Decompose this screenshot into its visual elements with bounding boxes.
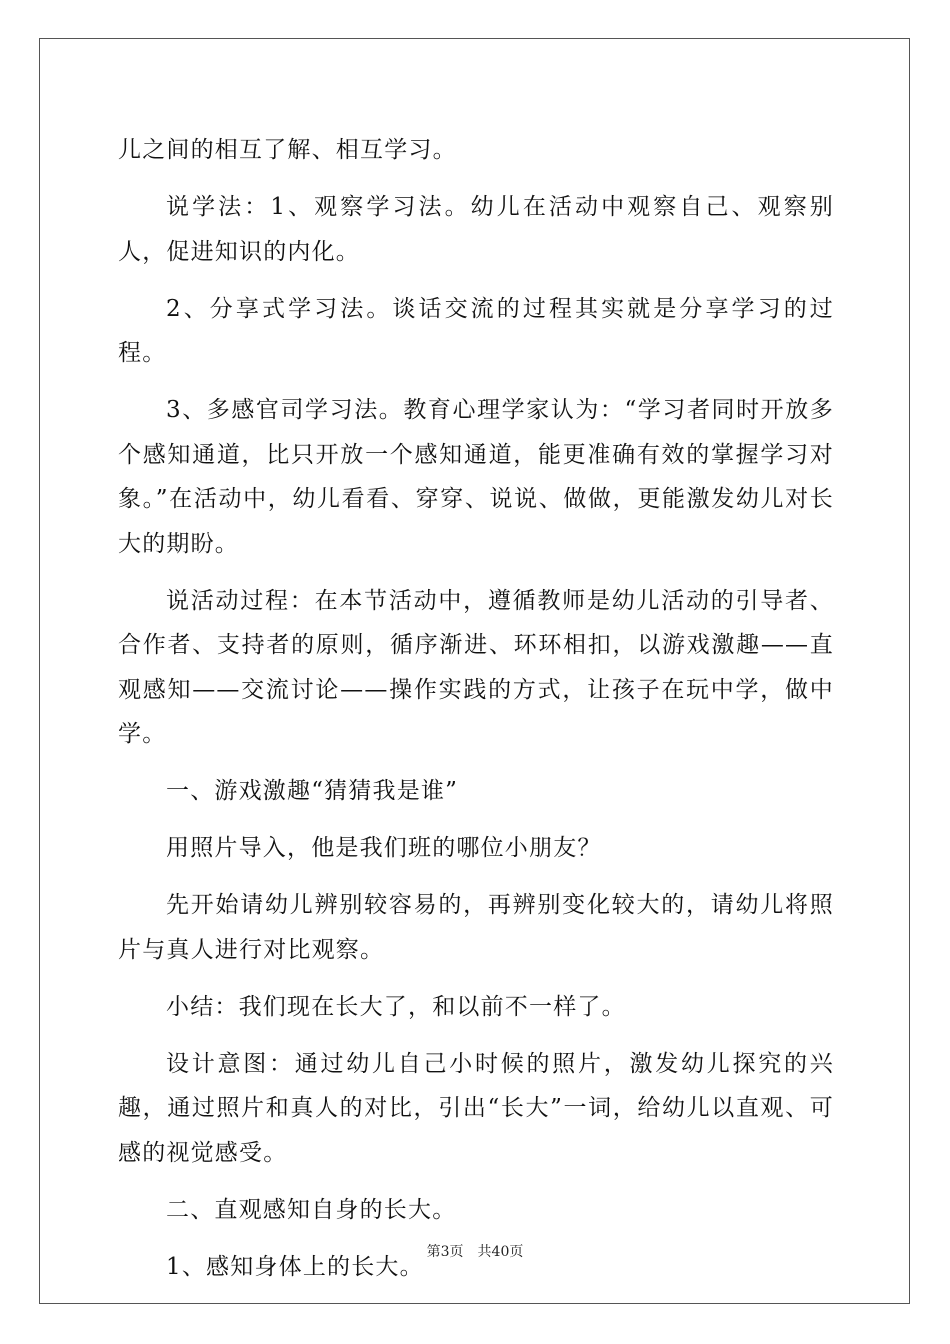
paragraph-12: 1、感知身体上的长大。: [166, 1253, 424, 1280]
paragraph-3: 2、分享式学习法。谈话交流的过程其实就是分享学习的过程。: [118, 295, 834, 366]
paragraph-8: 先开始请幼儿辨别较容易的，再辨别变化较大的，请幼儿将照片与真人进行对比观察。: [118, 892, 834, 963]
paragraph-6: 一、游戏激趣“猜猜我是谁”: [166, 778, 459, 804]
paragraph-10: 设计意图：通过幼儿自己小时候的照片，激发幼儿探究的兴趣，通过照片和真人的对比，引出“长大”一词，给幼儿以直观、可感的视觉感受。: [118, 1050, 834, 1166]
page-footer: [0, 1242, 950, 1262]
total-pages-label: 共40页: [477, 1244, 524, 1260]
paragraph-2: 说学法：1、观察学习法。幼儿在活动中观察自己、观察别人，促进知识的内化。: [118, 194, 834, 265]
document-body: [118, 128, 834, 1302]
paragraph-7: 用照片导入，他是我们班的哪位小朋友？: [166, 835, 602, 861]
current-page-label: 第3页: [426, 1244, 464, 1260]
paragraph-11: 二、直观感知自身的长大。: [166, 1196, 457, 1223]
paragraph-1: 儿之间的相互了解、相互学习。: [118, 137, 457, 163]
paragraph-4: 3、多感官司学习法。教育心理学家认为：“学习者同时开放多个感知通道，比只开放一个感知通道，能更准确有效的掌握学习对象。”在活动中，幼儿看看、穿穿、说说、做做，更能激发幼儿对长大的期盼。: [118, 397, 834, 557]
paragraph-5: 说活动过程：在本节活动中，遵循教师是幼儿活动的引导者、合作者、支持者的原则，循序渐进、环环相扣，以游戏激趣——直观感知——交流讨论——操作实践的方式，让孩子在玩中学，做中学。: [118, 587, 834, 747]
paragraph-9: 小结：我们现在长大了，和以前不一样了。: [166, 993, 626, 1020]
